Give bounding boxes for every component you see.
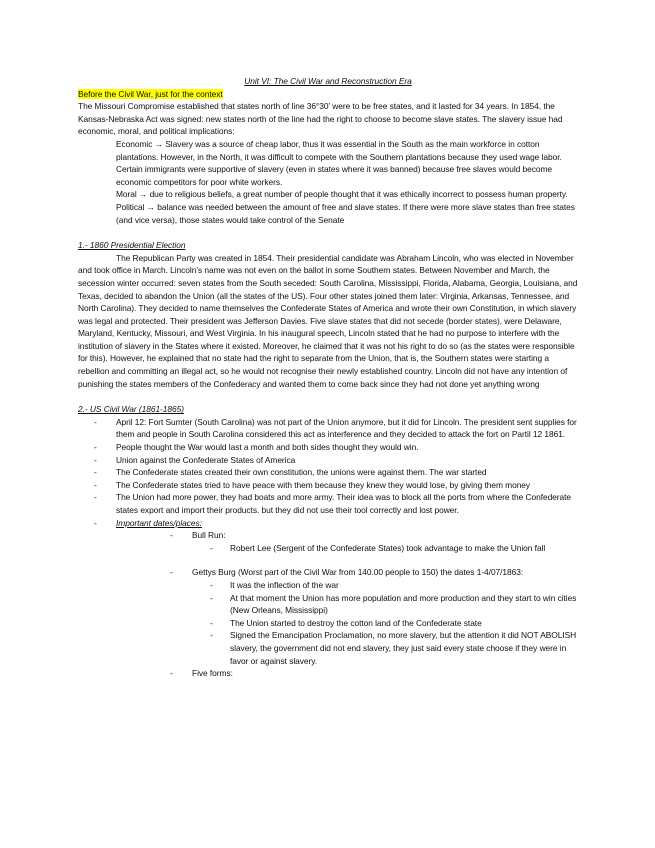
list-item: - April 12: Fort Sumter (South Carolina) was not part of the Union anymore, but it did for Lincoln. The president sent supplies for them and people in South Carolina considered this act as interference and they decided to attack the fort on Partil 12 1861.	[78, 416, 578, 441]
context-heading-line	[78, 88, 578, 101]
list-item: - The Union started to destroy the cotton land of the Confederate state	[192, 617, 578, 630]
gettysburg-sublist	[192, 579, 578, 667]
list-item: - Robert Lee (Sergent of the Confederate States) took advantage to make the Union fall	[192, 542, 578, 555]
implication-economic: Economic → Slavery was a source of cheap labor, thus it was essential in the South as the main workforce in cotton plantations. However, in the North, it was difficult to compete with the Southern plantations because they used wage labor. Certain immigrants were supportive of slavery (even in states where it was banned) because free slaves would become economic competitors for poor white workers.	[116, 138, 562, 187]
spacer	[192, 554, 578, 566]
list-item: - At that moment the Union has more population and more production and they start to win cities (New Orleans, Mississippi)	[192, 592, 578, 617]
bull-run-label: Bull Run:	[192, 530, 226, 541]
implications-block	[116, 138, 578, 226]
implication-political: Political → balance was needed between the amount of free and slave states. If there were more slave states than free states (and vice versa), those states would take control of the Senate	[116, 201, 575, 225]
section2-heading: 2.- US Civil War (1861-1865)	[78, 404, 184, 415]
page-title: Unit VI: The Civil War and Reconstruction Era	[244, 76, 412, 86]
list-item: - The Confederate states created their own constitution, the unions were against them. The war started	[78, 466, 578, 479]
implication-moral: Moral → due to religious beliefs, a great number of people thought that it was ethically incorrect to possess human property.	[116, 189, 568, 200]
list-item: - It was the inflection of the war	[192, 579, 578, 592]
important-dates-list	[154, 529, 578, 680]
gettysburg-item	[154, 566, 578, 667]
section1-body: The Republican Party was created in 1854. Their presidential candidate was Abraham Lincoln, who was elected in November and took office in March. Lincoln’s name was not even on the ballot in some Southern states. Between November and March, the secession winter occurred: seven states from the South seceded: South Carolina, Mississippi, Florida, Alabama, Georgia, Louisiana, and Texas, decided to abandon the Union (all the states of the US). Four other states joined them later: Virginia, Arkansas, Tennessee, and North Carolina). They decided to name themselves the Confederate States of America and wrote their own Constitution, in which slavery was legal and protected. Their president was Jefferson Davies. Five slave states that did not secede (border states), were Delaware, Maryland, Kentucky, Missouri, and West Virginia. In his inaugural speech, Lincoln stated that he had no purpose to interfere with the institution of slavery in the States where it existed. Moreover, he claimed that it was not his right to do so (as the states were responsible for this). However, he explained that no state had the right to separate from the Union, that is, the Southern states were starting a rebellion and committing an illegal act, so he would not recognise their newly established country. Lincoln did not have any intention of punishing the states members of the Confederacy and wanted them to come back since they had not done yet anything wrong	[78, 252, 578, 389]
five-forms-item: - Five forms:	[154, 667, 578, 680]
bull-run-item	[154, 529, 578, 566]
list-item: - Union against the Confederate States of America	[78, 454, 578, 467]
context-intro: The Missouri Compromise established that states north of line 36°30’ were to be free states, and it lasted for 34 years. In 1854, the Kansas-Nebraska Act was signed: new states north of the line had the right to choose to become slave states. The slavery issue had economic, moral, and political implications:	[78, 101, 563, 137]
list-item: - Signed the Emancipation Proclamation, no more slavery, but the attention it did NOT ABOLISH slavery, the government did not end slavery, they just said every state choose if they were in favor or against slavery.	[192, 629, 578, 667]
context-heading-highlight: Before the Civil War, just for the context	[78, 88, 223, 99]
list-item: - The Confederate states tried to have peace with them because they knew they would lose, by giving them money	[78, 479, 578, 492]
gettysburg-label: Gettys Burg (Worst part of the Civil War from 140.00 people to 150) the dates 1-4/07/1863:	[192, 567, 524, 578]
document-body	[78, 75, 578, 680]
section1-heading: 1.- 1860 Presidential Election	[78, 240, 186, 251]
section2-bullet-list	[78, 416, 578, 680]
important-dates-label: Important dates/places:	[116, 517, 202, 528]
important-dates-item	[78, 517, 578, 680]
list-item: - The Union had more power, they had boats and more army. Their idea was to block all the ports from where the Confederate states export and import their products. but they did not use their tool correctly and lost power.	[78, 491, 578, 516]
list-item: - People thought the War would last a month and both sides thought they would win.	[78, 441, 578, 454]
bull-run-sublist	[192, 542, 578, 555]
